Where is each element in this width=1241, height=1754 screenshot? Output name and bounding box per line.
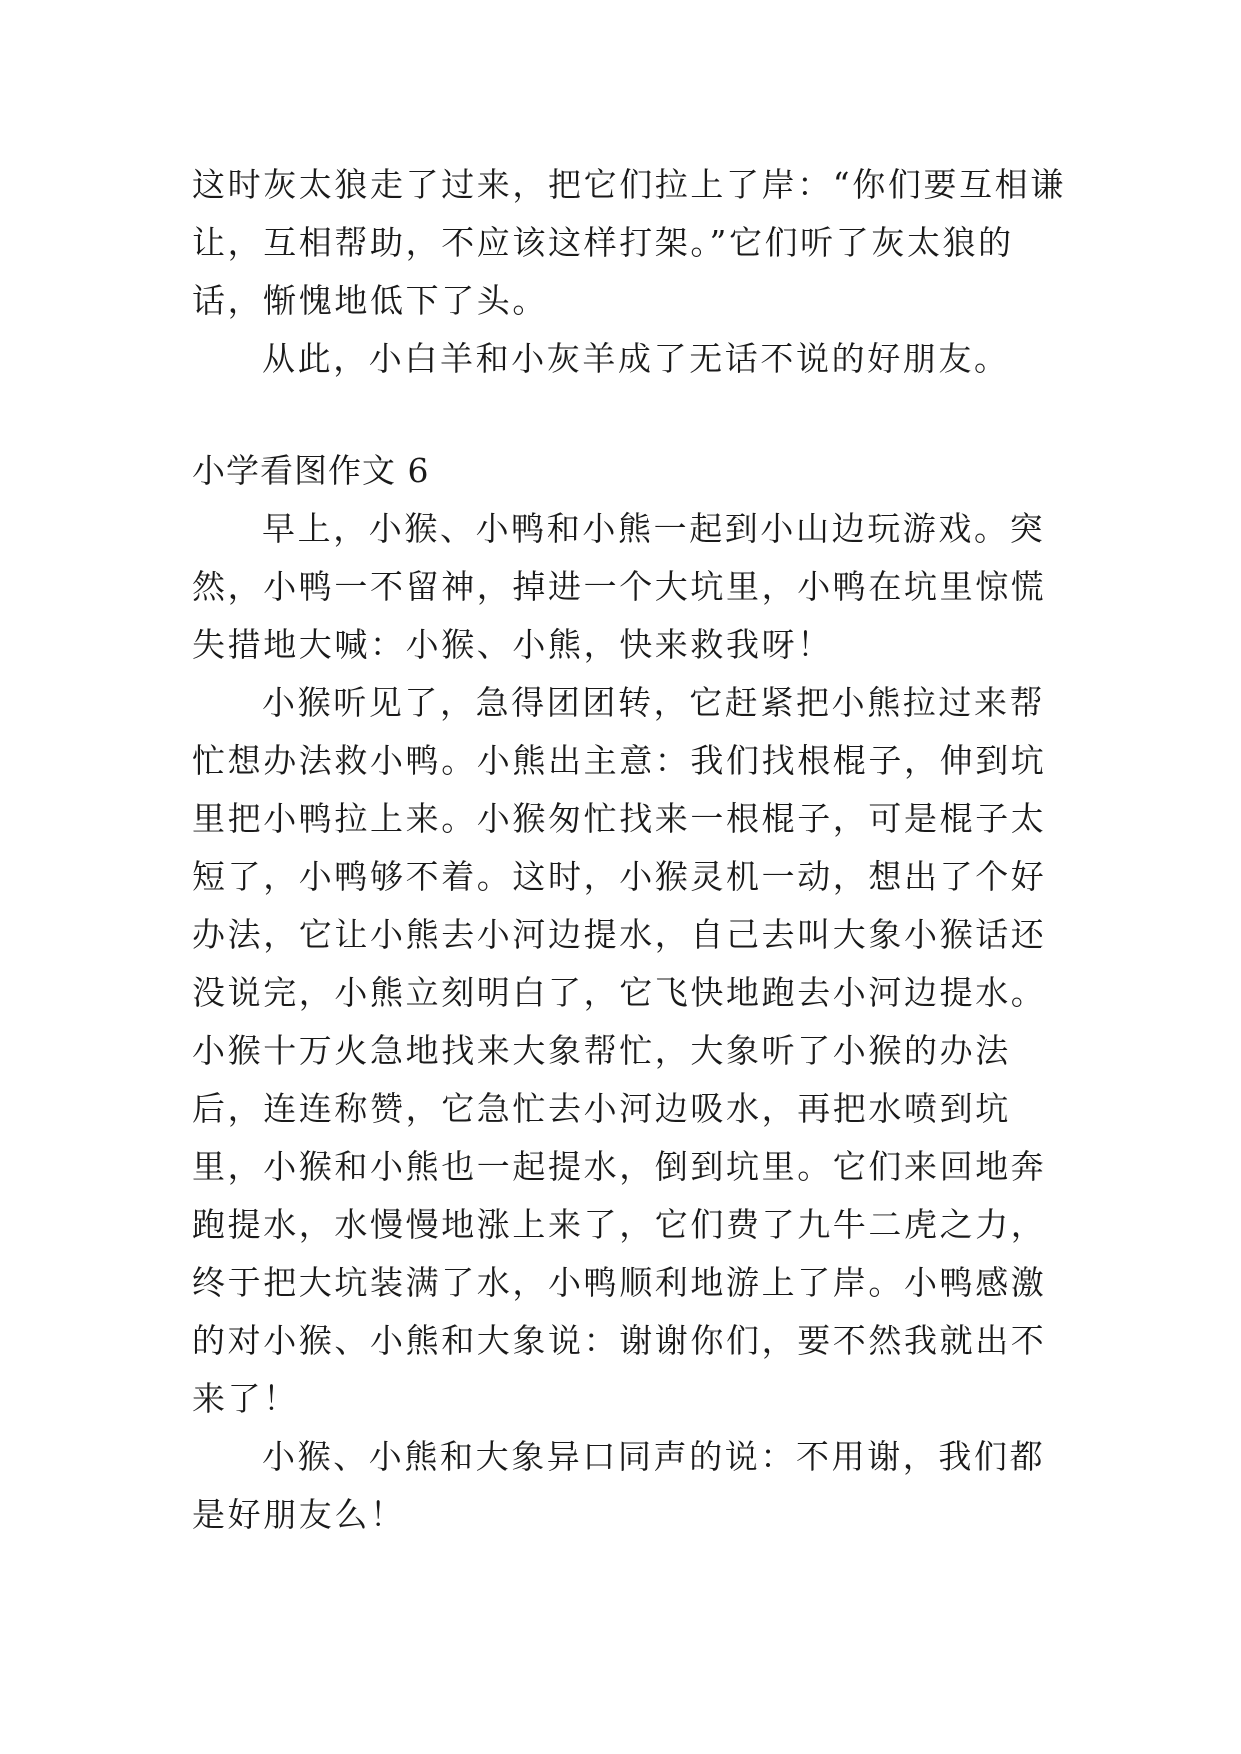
section-title: 小学看图作文 6 <box>192 451 430 490</box>
paragraph: 小猴、小熊和大象异口同声的说：不用谢，我们都是好朋友么！ <box>192 1437 1046 1534</box>
paragraph: 这时灰太狼走了过来，把它们拉上了岸：“你们要互相谦让，互相帮助，不应该这样打架。”它们听了灰太狼的话，惭愧地低下了头。 <box>192 165 1066 320</box>
paragraph: 小猴听见了，急得团团转，它赶紧把小熊拉过来帮忙想办法救小鸭。小熊出主意：我们找根棍子，伸到坑里把小鸭拉上来。小猴匆忙找来一根棍子，可是棍子太短了，小鸭够不着。这时，小猴灵机一动，想出了个好办法，它让小熊去小河边提水，自己去叫大象小猴话还没说完，小熊立刻明白了，它飞快地跑去小河边提水。小猴十万火急地找来大象帮忙，大象听了小猴的办法后，连连称赞，它急忙去小河边吸水，再把水喷到坑里，小猴和小熊也一起提水，倒到坑里。它们来回地奔跑提水，水慢慢地涨上来了，它们费了九牛二虎之力，终于把大坑装满了水，小鸭顺利地游上了岸。小鸭感激的对小猴、小熊和大象说：谢谢你们，要不然我就出不来了！ <box>192 683 1047 1418</box>
paragraph: 从此，小白羊和小灰羊成了无话不说的好朋友。 <box>262 339 1010 378</box>
document-body <box>192 156 1072 1544</box>
paragraph: 早上，小猴、小鸭和小熊一起到小山边玩游戏。突然，小鸭一不留神，掉进一个大坑里，小鸭在坑里惊慌失措地大喊：小猴、小熊，快来救我呀！ <box>192 509 1047 664</box>
